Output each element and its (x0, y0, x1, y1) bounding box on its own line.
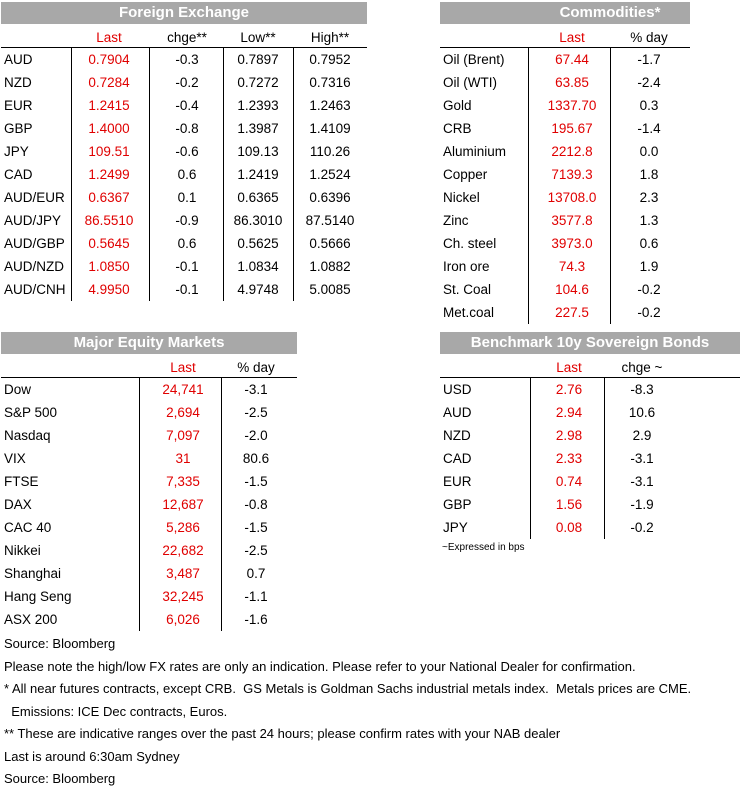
bonds-row-label: USD (443, 382, 472, 397)
fx-cell: 0.7904 (88, 52, 130, 67)
fx-row (1, 140, 367, 163)
fx-row (1, 71, 367, 94)
bonds-cell: -3.1 (630, 451, 654, 466)
fx-col-header: High** (310, 30, 350, 45)
fx-cell: 110.26 (309, 144, 351, 159)
fx-row-label: AUD/CNH (4, 282, 66, 297)
table-column-rule (149, 48, 150, 301)
fx-cell: 1.0882 (309, 259, 351, 274)
fx-cell: 0.7897 (237, 52, 279, 67)
equity-cell: 32,245 (162, 589, 204, 604)
equity-row-label: ASX 200 (4, 612, 58, 627)
commodities-row-label: Zinc (443, 213, 469, 228)
fx-cell: 1.4000 (88, 121, 130, 136)
equity-cell: 2,694 (166, 405, 200, 420)
equity-cell: 12,687 (162, 497, 204, 512)
commodities-row-label: CRB (443, 121, 472, 136)
equity-row (1, 562, 297, 585)
equity-row (1, 493, 297, 516)
equity-row-label: Nasdaq (4, 428, 51, 443)
equity-row-label: Hang Seng (4, 589, 72, 604)
commodities-cell: 2212.8 (551, 144, 593, 159)
fx-col-header: chge** (167, 30, 207, 45)
bonds-header-row (440, 354, 740, 378)
fx-row (1, 278, 367, 301)
bonds-cell: 2.33 (555, 451, 583, 466)
fx-cell: 1.3987 (237, 121, 279, 136)
fx-cell: -0.6 (175, 144, 199, 159)
fx-cell: 0.6367 (88, 190, 130, 205)
commodities-row (440, 94, 690, 117)
fx-cell: 1.2524 (309, 167, 351, 182)
commodities-col-header: % day (630, 30, 668, 45)
fx-row-label: AUD/JPY (4, 213, 62, 228)
bonds-cell: -0.2 (630, 520, 654, 535)
footer-line: ** These are indicative ranges over the past 24 hours; please confirm rates with your NAB dealer (4, 726, 561, 741)
equity-row (1, 516, 297, 539)
bonds-cell: -3.1 (630, 474, 654, 489)
table-column-rule (223, 48, 224, 301)
commodities-cell: -1.4 (637, 121, 661, 136)
equity-col-header: % day (237, 360, 275, 375)
bonds-row (440, 493, 740, 516)
commodities-cell: 104.6 (555, 282, 589, 297)
equity-row (1, 424, 297, 447)
footer-line: Emissions: ICE Dec contracts, Euros. (4, 703, 228, 719)
equity-row (1, 401, 297, 424)
fx-row (1, 117, 367, 140)
fx-cell: 0.5625 (237, 236, 279, 251)
commodities-table (440, 24, 690, 324)
commodities-cell: 74.3 (558, 259, 586, 274)
bonds-row (440, 516, 740, 539)
bonds-cell: 10.6 (628, 405, 656, 420)
fx-row-label: AUD/EUR (4, 190, 65, 205)
fx-cell: -0.3 (175, 52, 199, 67)
equity-cell: -1.6 (244, 612, 268, 627)
commodities-cell: 3577.8 (551, 213, 593, 228)
fx-row (1, 232, 367, 255)
bonds-cell: 2.9 (632, 428, 652, 443)
table-column-rule (221, 378, 222, 631)
equity-row-label: Shanghai (4, 566, 62, 581)
commodities-row-label: Ch. steel (443, 236, 497, 251)
bonds-col-header: Last (556, 360, 582, 375)
equity-row-label: Nikkei (4, 543, 41, 558)
fx-row (1, 209, 367, 232)
commodities-cell: -2.4 (637, 75, 661, 90)
bonds-row (440, 401, 740, 424)
fx-cell: 0.6396 (309, 190, 351, 205)
fx-cell: 1.4109 (309, 121, 351, 136)
bonds-col-header: chge ~ (621, 360, 663, 375)
commodities-row (440, 209, 690, 232)
commodities-cell: 13708.0 (547, 190, 597, 205)
commodities-cell: 7139.3 (551, 167, 593, 182)
bonds-row (440, 378, 740, 401)
fx-row-label: AUD/GBP (4, 236, 65, 251)
fx-cell: 0.5645 (88, 236, 130, 251)
fx-cell: 109.51 (88, 144, 130, 159)
commodities-row-label: Nickel (443, 190, 480, 205)
commodities-cell: 195.67 (551, 121, 593, 136)
fx-row-label: GBP (4, 121, 33, 136)
equity-title: Major Equity Markets (1, 332, 297, 354)
fx-cell: 109.13 (237, 144, 279, 159)
fx-header-row (1, 24, 367, 48)
bonds-cell: 2.98 (555, 428, 583, 443)
fx-row (1, 163, 367, 186)
table-column-rule (71, 48, 72, 301)
commodities-title: Commodities* (440, 2, 690, 24)
bonds-row (440, 470, 740, 493)
commodities-cell: 67.44 (555, 52, 589, 67)
commodities-panel (440, 2, 690, 324)
fx-row-label: AUD/NZD (4, 259, 64, 274)
fx-cell: 0.7952 (309, 52, 351, 67)
commodities-row (440, 140, 690, 163)
equity-cell: 0.7 (246, 566, 266, 581)
equity-panel (1, 332, 297, 631)
equity-row-label: S&P 500 (4, 405, 58, 420)
footer-line: Source: Bloomberg (4, 636, 116, 651)
commodities-cell: 63.85 (555, 75, 589, 90)
bonds-cell: 1.56 (555, 497, 583, 512)
commodities-cell: 0.0 (639, 144, 659, 159)
equity-cell: -2.0 (244, 428, 268, 443)
fx-cell: 1.2463 (309, 98, 351, 113)
fx-col-header: Last (96, 30, 122, 45)
fx-cell: -0.8 (175, 121, 199, 136)
commodities-cell: 1.9 (639, 259, 659, 274)
bonds-row-label: NZD (443, 428, 471, 443)
bonds-cell: 0.74 (555, 474, 583, 489)
equity-row-label: Dow (4, 382, 32, 397)
equity-row (1, 470, 297, 493)
fx-row-label: AUD (4, 52, 33, 67)
footer-line: Please note the high/low FX rates are only an indication. Please refer to your National Dealer for confirmation. (4, 658, 636, 674)
fx-row-label: CAD (4, 167, 33, 182)
fx-row (1, 186, 367, 209)
bonds-row-label: AUD (443, 405, 472, 420)
equity-cell: 6,026 (166, 612, 200, 627)
commodities-row (440, 232, 690, 255)
fx-row (1, 255, 367, 278)
bonds-row-label: CAD (443, 451, 472, 466)
fx-table (1, 24, 367, 301)
commodities-header-row (440, 24, 690, 48)
equity-row (1, 378, 297, 401)
commodities-cell: 227.5 (555, 305, 589, 320)
fx-cell: 0.7316 (309, 75, 351, 90)
fx-cell: 87.5140 (305, 213, 355, 228)
equity-row-label: VIX (4, 451, 26, 466)
fx-cell: 1.2419 (237, 167, 279, 182)
fx-cell: 86.3010 (233, 213, 283, 228)
commodities-cell: 1.8 (639, 167, 659, 182)
equity-header-row (1, 354, 297, 378)
fx-cell: 0.6 (177, 167, 197, 182)
footer-line: Last is around 6:30am Sydney (4, 748, 180, 764)
commodities-row-label: Oil (WTI) (443, 75, 497, 90)
equity-cell: -3.1 (244, 382, 268, 397)
commodities-cell: -0.2 (637, 305, 661, 320)
bonds-note: ~Expressed in bps (442, 542, 525, 553)
equity-row (1, 608, 297, 631)
table-column-rule (604, 378, 605, 539)
fx-cell: -0.4 (175, 98, 199, 113)
table-column-rule (139, 378, 140, 631)
fx-cell: 1.2393 (237, 98, 279, 113)
bonds-cell: 2.76 (555, 382, 583, 397)
commodities-row-label: Gold (443, 98, 472, 113)
table-column-rule (530, 378, 531, 539)
fx-cell: 0.1 (177, 190, 197, 205)
equity-row (1, 447, 297, 470)
bonds-row-label: JPY (443, 520, 468, 535)
fx-cell: 0.7272 (237, 75, 279, 90)
fx-cell: 1.0850 (88, 259, 130, 274)
equity-cell: 22,682 (162, 543, 204, 558)
equity-cell: -1.5 (244, 474, 268, 489)
equity-row-label: CAC 40 (4, 520, 52, 535)
fx-cell: 1.2499 (88, 167, 130, 182)
equity-cell: -0.8 (244, 497, 268, 512)
commodities-row-label: Oil (Brent) (443, 52, 505, 67)
bonds-row (440, 424, 740, 447)
footer-line: * All near futures contracts, except CRB. GS Metals is Goldman Sachs industrial metals index. Metals prices are CME. (4, 681, 692, 696)
commodities-cell: 2.3 (639, 190, 659, 205)
footer-line: Source: Bloomberg (4, 771, 116, 786)
fx-row-label: NZD (4, 75, 32, 90)
commodities-row (440, 278, 690, 301)
commodities-row-label: Aluminium (443, 144, 507, 159)
fx-title: Foreign Exchange (1, 2, 367, 24)
equity-cell: 7,335 (166, 474, 200, 489)
commodities-row (440, 186, 690, 209)
fx-cell: 0.6365 (237, 190, 279, 205)
equity-cell: 31 (175, 451, 191, 466)
fx-cell: 0.5666 (309, 236, 351, 251)
equity-cell: 5,286 (166, 520, 200, 535)
commodities-cell: 1.3 (639, 213, 659, 228)
fx-cell: -0.9 (175, 213, 199, 228)
bonds-panel (440, 332, 740, 553)
commodities-cell: 0.6 (639, 236, 659, 251)
commodities-cell: 3973.0 (551, 236, 593, 251)
equity-cell: -2.5 (244, 405, 268, 420)
bonds-row (440, 447, 740, 470)
bonds-cell: 2.94 (555, 405, 583, 420)
fx-cell: -0.2 (175, 75, 199, 90)
equity-table (1, 354, 297, 631)
commodities-row-label: Iron ore (443, 259, 490, 274)
equity-cell: -1.5 (244, 520, 268, 535)
bonds-row-label: EUR (443, 474, 472, 489)
bonds-title: Benchmark 10y Sovereign Bonds (440, 332, 740, 354)
fx-cell: -0.1 (175, 259, 199, 274)
fx-cell: 0.6 (177, 236, 197, 251)
bonds-cell: 0.08 (555, 520, 583, 535)
equity-cell: 80.6 (242, 451, 270, 466)
commodities-row-label: St. Coal (443, 282, 492, 297)
commodities-row (440, 71, 690, 94)
equity-row (1, 585, 297, 608)
fx-cell: 4.9748 (237, 282, 279, 297)
commodities-row (440, 48, 690, 71)
fx-row-label: JPY (4, 144, 29, 159)
commodities-row-label: Copper (443, 167, 488, 182)
table-column-rule (610, 48, 611, 324)
fx-row (1, 94, 367, 117)
fx-cell: 1.2415 (88, 98, 130, 113)
equity-row (1, 539, 297, 562)
commodities-row (440, 117, 690, 140)
commodities-cell: 0.3 (639, 98, 659, 113)
equity-cell: -2.5 (244, 543, 268, 558)
fx-row (1, 48, 367, 71)
commodities-cell: -1.7 (637, 52, 661, 67)
commodities-row (440, 301, 690, 324)
fx-cell: 1.0834 (237, 259, 279, 274)
table-column-rule (528, 48, 529, 324)
fx-row-label: EUR (4, 98, 33, 113)
fx-cell: 5.0085 (309, 282, 351, 297)
equity-cell: 7,097 (166, 428, 200, 443)
equity-col-header: Last (170, 360, 196, 375)
bonds-row-label: GBP (443, 497, 472, 512)
fx-cell: 86.5510 (84, 213, 134, 228)
bonds-cell: -8.3 (630, 382, 654, 397)
bonds-cell: -1.9 (630, 497, 654, 512)
equity-row-label: FTSE (4, 474, 39, 489)
fx-cell: -0.1 (175, 282, 199, 297)
commodities-cell: -0.2 (637, 282, 661, 297)
bonds-table (440, 354, 740, 539)
equity-cell: 3,487 (166, 566, 200, 581)
commodities-row (440, 163, 690, 186)
commodities-col-header: Last (559, 30, 585, 45)
commodities-row (440, 255, 690, 278)
commodities-cell: 1337.70 (547, 98, 597, 113)
commodities-row-label: Met.coal (443, 305, 495, 320)
equity-cell: -1.1 (244, 589, 268, 604)
equity-cell: 24,741 (162, 382, 204, 397)
fx-panel (1, 2, 367, 301)
equity-row-label: DAX (4, 497, 32, 512)
fx-cell: 0.7284 (88, 75, 130, 90)
table-column-rule (293, 48, 294, 301)
fx-cell: 4.9950 (88, 282, 130, 297)
fx-col-header: Low** (240, 30, 276, 45)
